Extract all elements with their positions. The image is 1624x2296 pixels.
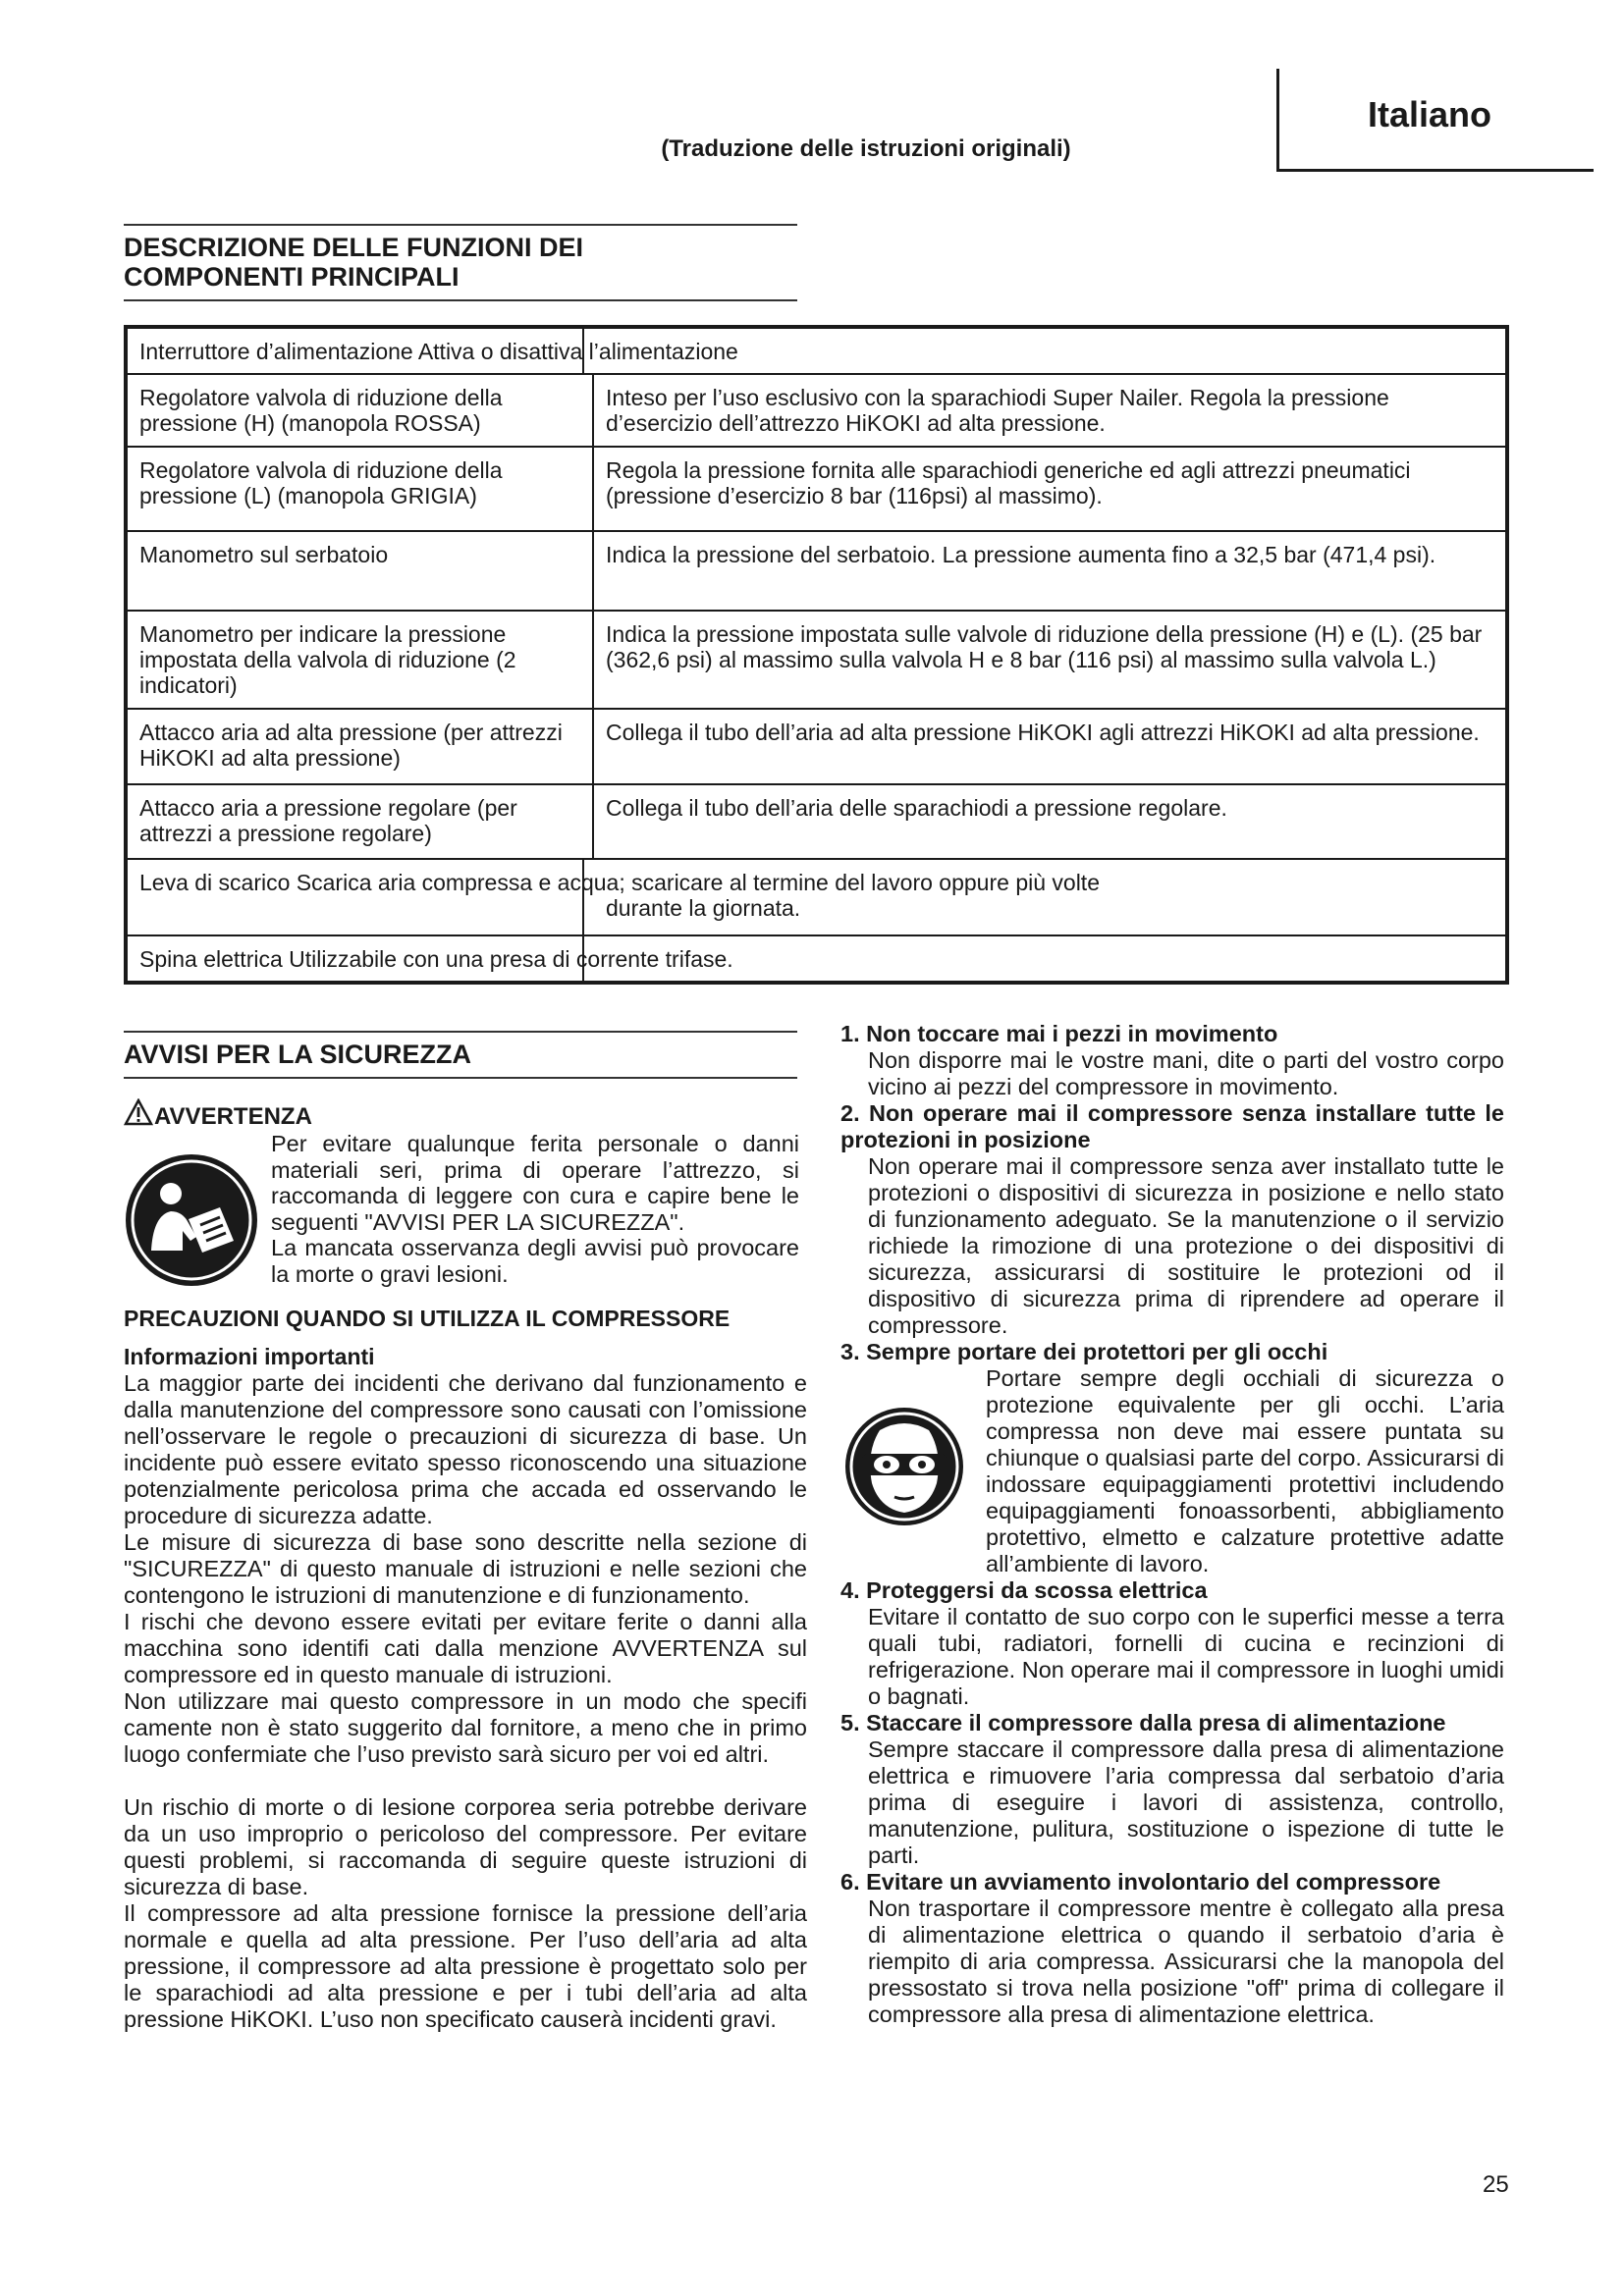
rule-text: Evitare il contatto de suo corpo con le superfici messe a terra quali tubi, radiatori, fornelli di cucina e recinzioni di refrigerazione. Non operare mai il compressore in luoghi umidi o bagnati. xyxy=(868,1604,1504,1709)
row-text-cont: durante la giornata. xyxy=(606,895,801,921)
rule-with-icon xyxy=(840,1365,1504,1577)
table-row xyxy=(126,531,1507,611)
warning-triangle-icon xyxy=(124,1098,153,1126)
component-name: Regolatore valvola di riduzione della pressione (L) (manopola GRIGIA) xyxy=(126,447,593,531)
rule-title: 6. Evitare un avviamento involontario del compressore xyxy=(840,1869,1441,1895)
rule-item xyxy=(840,1339,1504,1577)
table-row xyxy=(126,611,1507,709)
safety-paragraph: Le misure di sicurezza di base sono descritte nella sezione di "SICUREZZA" di questo manuale di istruzioni e nelle sezioni che contengono le istruzioni di manutenzione e di funzionamento. xyxy=(124,1529,807,1608)
info-title: Informazioni importanti xyxy=(124,1344,375,1369)
safety-rule-bottom xyxy=(124,1077,797,1079)
eye-protection-icon xyxy=(840,1365,974,1577)
component-desc: Inteso per l’uso esclusivo con la sparachiodi Super Nailer. Regola la pressione d’esercizio dell’attrezzo HiKOKI ad alta pressione. xyxy=(593,374,1507,447)
table-row xyxy=(126,374,1507,447)
table-cell-full xyxy=(126,327,1507,374)
row-text: Interruttore d’alimentazione Attiva o disattiva l’alimentazione xyxy=(139,339,738,364)
rules-column xyxy=(840,1021,1504,2028)
table-row xyxy=(126,935,1507,983)
read-manual-icon xyxy=(126,1154,257,1286)
rule-text: Non trasportare il compressore mentre è collegato alla presa di alimentazione elettrica o quando il serbatoio d’aria è riempito di aria compressa. Assicurarsi che la manopola del pressostato si trova nella posizione "off" prima di collegare il compressore alla presa di alimentazione elettrica. xyxy=(868,1896,1504,2027)
table-cell-full xyxy=(126,935,1507,983)
rule-title: 5. Staccare il compressore dalla presa di alimentazione xyxy=(840,1710,1446,1735)
table-row xyxy=(126,327,1507,374)
section-rule-bottom xyxy=(124,299,797,301)
safety-title: AVVISI PER LA SICUREZZA xyxy=(124,1040,472,1069)
component-desc: Indica la pressione del serbatoio. La pressione aumenta fino a 32,5 bar (471,4 psi). xyxy=(593,531,1507,611)
components-table xyxy=(124,325,1509,985)
rule-title: 1. Non toccare mai i pezzi in movimento xyxy=(840,1021,1278,1046)
warning-label: AVVERTENZA xyxy=(154,1103,312,1130)
table-row xyxy=(126,447,1507,531)
components-title-line1: DESCRIZIONE DELLE FUNZIONI DEI xyxy=(124,233,584,262)
component-desc: Collega il tubo dell’aria ad alta pressione HiKOKI agli attrezzi HiKOKI ad alta pressione. xyxy=(593,709,1507,784)
language-label: Italiano xyxy=(1368,94,1492,134)
safety-paragraph: Il compressore ad alta pressione fornisce la pressione dell’aria normale e quella ad alta pressione. Per l’uso dell’aria ad alta pressione, il compressore ad alta pressione è progettato solo per le sparachiodi ad alta pressione e per i tubi dell’aria ad alta pressione HiKOKI. L’uso non specificato causerà incidenti gravi. xyxy=(124,1900,807,2032)
rule-title: 2. Non operare mai il compressore senza installare tutte le protezioni in posizione xyxy=(840,1100,1504,1152)
table-cell-full xyxy=(126,859,1507,935)
safety-rule-top xyxy=(124,1031,797,1033)
precautions-title: PRECAUZIONI QUANDO SI UTILIZZA IL COMPRESSORE xyxy=(124,1306,731,1331)
component-desc: Regola la pressione fornita alle sparachiodi generiche ed agli attrezzi pneumatici (pressione d’esercizio 8 bar (116psi) al massimo). xyxy=(593,447,1507,531)
row-text: Spina elettrica Utilizzabile con una presa di corrente trifase. xyxy=(139,946,733,972)
table-row xyxy=(126,859,1507,935)
page-number: 25 xyxy=(1483,2171,1509,2198)
warning-text-1: Per evitare qualunque ferita personale o danni materiali seri, prima di operare l’attrezzo, si raccomanda di leggere con cura e capire bene le seguenti "AVVISI PER LA SICUREZZA". xyxy=(271,1131,799,1235)
rule-title: 3. Sempre portare dei protettori per gli occhi xyxy=(840,1339,1328,1364)
column-divider xyxy=(582,936,584,981)
rule-text: Non operare mai il compressore senza aver installato tutte le protezioni o dispositivi di sicurezza in posizione e nello stato di funzionamento adeguato. Se la manutenzione o il servizio richiede la rimozione di una protezione o dei dispositivi di sicurezza, assicurarsi di sostituire le protezioni od il dispositivo di sicurezza prima di riprendere ad operare il compressore. xyxy=(868,1153,1504,1338)
rule-item xyxy=(840,1577,1504,1710)
column-divider xyxy=(582,329,584,373)
warning-text-2: La mancata osservanza degli avvisi può provocare la morte o gravi lesioni. xyxy=(271,1235,799,1287)
table-row xyxy=(126,709,1507,784)
column-divider xyxy=(582,860,584,934)
component-desc: Indica la pressione impostata sulle valvole di riduzione della pressione (H) e (L). (25 bar (362,6 psi) al massimo sulla valvola H e 8 bar (116 psi) al massimo sulla valvola L.) xyxy=(593,611,1507,709)
safety-paragraph: Non utilizzare mai questo compressore in un modo che specifi camente non è stato suggerito dal fornitore, a meno che in primo luogo confermiate che l’uso previsto sarà sicuro per voi ed altri. xyxy=(124,1688,807,1767)
rule-title: 4. Proteggersi da scossa elettrica xyxy=(840,1577,1208,1603)
component-desc: Collega il tubo dell’aria delle sparachiodi a pressione regolare. xyxy=(593,784,1507,859)
safety-paragraph: La maggior parte dei incidenti che derivano dal funzionamento e dalla manutenzione del compressore sono causati con l’omissione nell’osservare le regole o precauzioni di sicurezza di base. Un incidente può essere evitato spesso riconoscendo una situazione potenzialmente pericolosa prima che accada ed osservando le procedure di sicurezza adatte. xyxy=(124,1370,807,1528)
safety-body xyxy=(124,1306,807,2033)
warning-text-block xyxy=(271,1131,799,1287)
rule-item xyxy=(840,1021,1504,1100)
components-title xyxy=(124,233,583,292)
component-name: Manometro per indicare la pressione impostata della valvola di riduzione (2 indicatori) xyxy=(126,611,593,709)
rule-text: Non disporre mai le vostre mani, dite o parti del vostro corpo vicino ai pezzi del compressore in movimento. xyxy=(868,1047,1504,1099)
page-subtitle: (Traduzione delle istruzioni originali) xyxy=(661,135,1071,162)
rule-item xyxy=(840,1869,1504,2028)
rule-text: Sempre staccare il compressore dalla presa di alimentazione elettrica e rimuovere l’aria compressa dal serbatoio d’aria prima di eseguire i lavori di assistenza, controllo, manutenzione, pulitura, sostituzione o ispezione di tutte le parti. xyxy=(868,1736,1504,1868)
rule-text: Portare sempre degli occhiali di sicurezza o protezione equivalente per gli occhi. L’aria compressa non deve mai essere puntata su chiunque o qualsiasi parte del corpo. Assicurarsi di indossare equipaggiamenti protettivi includendo equipaggiamenti fonoassorbenti, abbigliamento protettivo, elmetto e calzature protettive adatte all’ambiente di lavoro. xyxy=(986,1365,1504,1576)
safety-paragraph: Un rischio di morte o di lesione corporea seria potrebbe derivare da un uso improprio o pericoloso del compressore. Per evitare questi problemi, si raccomanda di seguire queste istruzioni di sicurezza di base. xyxy=(124,1794,807,1899)
component-name: Attacco aria a pressione regolare (per attrezzi a pressione regolare) xyxy=(126,784,593,859)
rule-item xyxy=(840,1710,1504,1869)
component-name: Manometro sul serbatoio xyxy=(126,531,593,611)
component-name: Regolatore valvola di riduzione della pressione (H) (manopola ROSSA) xyxy=(126,374,593,447)
section-rule-top xyxy=(124,224,797,226)
row-text: Leva di scarico Scarica aria compressa e acqua; scaricare al termine del lavoro oppure più volte xyxy=(139,870,1100,895)
components-title-line2: COMPONENTI PRINCIPALI xyxy=(124,262,460,292)
safety-paragraph: I rischi che devono essere evitati per evitare ferite o danni alla macchina sono identifi cati dalla menzione AVVERTENZA sul compressore ed in questo manuale di istruzioni. xyxy=(124,1609,807,1687)
component-name: Attacco aria ad alta pressione (per attrezzi HiKOKI ad alta pressione) xyxy=(126,709,593,784)
rule-item xyxy=(840,1100,1504,1339)
table-row xyxy=(126,784,1507,859)
